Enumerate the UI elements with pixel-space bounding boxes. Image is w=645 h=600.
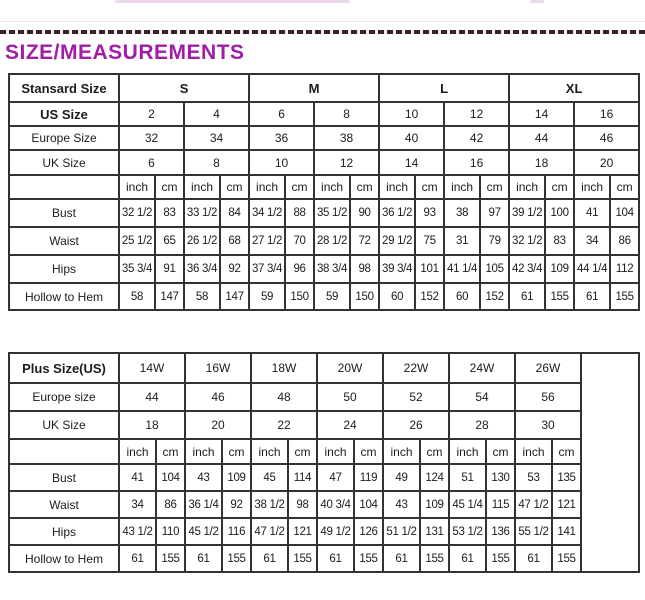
measurement-value-cell: 104 [354,491,383,518]
measurement-value-cell: 47 1/2 [251,518,288,545]
measurement-value-cell: 40 3/4 [317,491,354,518]
measurement-value-cell: 86 [610,227,639,255]
size-value-cell: 18 [509,150,574,175]
corner-label-cell: Stansard Size [9,74,119,102]
size-value-cell: 2 [119,102,184,126]
unit-header-cell: cm [415,175,444,199]
size-value-cell: 18 [119,411,185,439]
measurement-label-cell: Hollow to Hem [9,283,119,310]
measurement-value-cell: 38 1/2 [251,491,288,518]
measurement-value-cell: 92 [220,255,249,283]
measurement-row [9,545,639,572]
measurement-value-cell: 61 [185,545,222,572]
measurement-value-cell: 155 [288,545,317,572]
size-value-cell: 40 [379,126,444,150]
measurement-value-cell: 93 [415,199,444,227]
europe-size-row [9,126,639,150]
size-value-cell: 28 [449,411,515,439]
measurement-value-cell: 31 [444,227,480,255]
size-group-cell: XL [509,74,639,102]
unit-header-cell: cm [480,175,509,199]
measurement-value-cell: 36 1/4 [185,491,222,518]
measurement-value-cell: 98 [288,491,317,518]
page-title: SIZE/MEASUREMENTS [5,41,245,64]
corner-label-cell: Plus Size(US) [9,353,119,383]
unit-header-cell: cm [222,439,251,464]
measurement-value-cell: 109 [420,491,449,518]
measurement-value-cell: 65 [155,227,184,255]
unit-header-cell: cm [156,439,185,464]
measurement-value-cell: 44 1/4 [574,255,610,283]
measurement-value-cell: 75 [415,227,444,255]
measurement-value-cell: 121 [288,518,317,545]
size-value-cell: 6 [119,150,184,175]
measurement-value-cell: 116 [222,518,251,545]
plus-size-row [9,353,639,383]
row-label-cell: US Size [9,102,119,126]
unit-header-row [9,439,639,464]
size-value-cell: 44 [119,383,185,411]
measurement-value-cell: 104 [156,464,185,491]
measurement-value-cell: 155 [545,283,574,310]
size-value-cell: 20 [185,411,251,439]
measurement-row [9,199,639,227]
size-value-cell: 46 [185,383,251,411]
size-value-cell: 16 [444,150,509,175]
measurement-value-cell: 61 [509,283,545,310]
size-value-cell: 12 [444,102,509,126]
measurement-value-cell: 72 [350,227,379,255]
measurement-value-cell: 155 [420,545,449,572]
unit-header-cell: inch [383,439,420,464]
measurement-label-cell: Bust [9,464,119,491]
measurement-value-cell: 26 1/2 [184,227,220,255]
measurement-value-cell: 43 [185,464,222,491]
measurement-value-cell: 36 3/4 [184,255,220,283]
size-value-cell: 56 [515,383,581,411]
measurement-value-cell: 109 [545,255,574,283]
top-edge-artifact [530,0,544,3]
size-value-cell: 24W [449,353,515,383]
measurement-value-cell: 105 [480,255,509,283]
size-value-cell: 4 [184,102,249,126]
measurement-value-cell: 25 1/2 [119,227,155,255]
size-value-cell: 22W [383,353,449,383]
measurement-value-cell: 97 [480,199,509,227]
size-value-cell: 10 [249,150,314,175]
size-value-cell: 38 [314,126,379,150]
unit-header-cell: inch [379,175,415,199]
unit-header-cell: inch [119,439,156,464]
unit-header-cell: inch [314,175,350,199]
size-value-cell: 20 [574,150,639,175]
measurement-label-cell: Waist [9,491,119,518]
measurement-value-cell: 126 [354,518,383,545]
unit-header-cell: inch [184,175,220,199]
measurement-value-cell: 155 [552,545,581,572]
us-size-row [9,102,639,126]
unit-header-cell: cm [420,439,449,464]
measurement-value-cell: 70 [285,227,314,255]
size-value-cell: 20W [317,353,383,383]
measurement-value-cell: 41 [574,199,610,227]
measurement-value-cell: 150 [350,283,379,310]
blank-cell [9,439,119,464]
measurement-value-cell: 58 [119,283,155,310]
measurement-value-cell: 59 [249,283,285,310]
unit-header-cell: cm [486,439,515,464]
measurement-value-cell: 61 [383,545,420,572]
unit-header-row [9,175,639,199]
size-value-cell: 52 [383,383,449,411]
measurement-value-cell: 141 [552,518,581,545]
size-value-cell: 14W [119,353,185,383]
size-value-cell: 30 [515,411,581,439]
measurement-value-cell: 96 [285,255,314,283]
row-label-cell: UK Size [9,411,119,439]
size-value-cell: 22 [251,411,317,439]
measurement-value-cell: 115 [486,491,515,518]
measurement-row [9,227,639,255]
measurement-value-cell: 90 [350,199,379,227]
measurement-value-cell: 34 [574,227,610,255]
measurement-value-cell: 124 [420,464,449,491]
blank-cell [9,175,119,199]
measurement-value-cell: 155 [156,545,185,572]
size-value-cell: 14 [379,150,444,175]
measurement-label-cell: Hips [9,255,119,283]
measurement-value-cell: 79 [480,227,509,255]
measurement-value-cell: 130 [486,464,515,491]
unit-header-cell: cm [155,175,184,199]
measurement-value-cell: 49 [383,464,420,491]
unit-header-cell: inch [249,175,285,199]
measurement-value-cell: 119 [354,464,383,491]
measurement-value-cell: 45 1/4 [449,491,486,518]
top-edge-artifact [115,0,350,3]
measurement-value-cell: 131 [420,518,449,545]
measurement-label-cell: Hollow to Hem [9,545,119,572]
measurement-value-cell: 28 1/2 [314,227,350,255]
empty-cell [581,353,639,572]
measurement-value-cell: 53 1/2 [449,518,486,545]
europe-size-row [9,383,639,411]
size-value-cell: 46 [574,126,639,150]
measurement-value-cell: 61 [251,545,288,572]
measurement-value-cell: 47 1/2 [515,491,552,518]
measurement-label-cell: Hips [9,518,119,545]
measurement-value-cell: 83 [155,199,184,227]
measurement-value-cell: 29 1/2 [379,227,415,255]
dashed-divider [0,30,645,34]
measurement-value-cell: 43 1/2 [119,518,156,545]
measurement-value-cell: 109 [222,464,251,491]
measurement-value-cell: 49 1/2 [317,518,354,545]
size-value-cell: 8 [314,102,379,126]
measurement-value-cell: 38 [444,199,480,227]
size-value-cell: 42 [444,126,509,150]
measurement-value-cell: 32 1/2 [119,199,155,227]
unit-header-cell: inch [449,439,486,464]
size-value-cell: 10 [379,102,444,126]
measurement-value-cell: 121 [552,491,581,518]
unit-header-cell: cm [545,175,574,199]
unit-header-cell: cm [285,175,314,199]
measurement-value-cell: 61 [317,545,354,572]
measurement-value-cell: 41 [119,464,156,491]
measurement-value-cell: 58 [184,283,220,310]
size-value-cell: 26W [515,353,581,383]
measurement-value-cell: 92 [222,491,251,518]
measurement-value-cell: 37 3/4 [249,255,285,283]
faint-separator-line [0,21,645,22]
uk-size-row [9,150,639,175]
measurement-label-cell: Waist [9,227,119,255]
measurement-label-cell: Bust [9,199,119,227]
measurement-row [9,518,639,545]
measurement-value-cell: 43 [383,491,420,518]
measurement-row [9,283,639,310]
row-label-cell: Europe size [9,383,119,411]
measurement-value-cell: 152 [480,283,509,310]
size-value-cell: 34 [184,126,249,150]
measurement-value-cell: 68 [220,227,249,255]
measurement-value-cell: 88 [285,199,314,227]
measurement-value-cell: 51 1/2 [383,518,420,545]
unit-header-cell: inch [574,175,610,199]
measurement-value-cell: 38 3/4 [314,255,350,283]
measurement-value-cell: 61 [119,545,156,572]
unit-header-cell: inch [509,175,545,199]
measurement-value-cell: 112 [610,255,639,283]
size-value-cell: 32 [119,126,184,150]
size-group-cell: L [379,74,509,102]
measurement-value-cell: 42 3/4 [509,255,545,283]
measurement-value-cell: 91 [155,255,184,283]
measurement-value-cell: 61 [574,283,610,310]
measurement-value-cell: 39 3/4 [379,255,415,283]
unit-header-cell: inch [251,439,288,464]
unit-header-cell: cm [220,175,249,199]
size-value-cell: 36 [249,126,314,150]
unit-header-cell: cm [610,175,639,199]
size-value-cell: 50 [317,383,383,411]
measurement-value-cell: 152 [415,283,444,310]
unit-header-cell: cm [354,439,383,464]
measurement-value-cell: 41 1/4 [444,255,480,283]
measurement-value-cell: 136 [486,518,515,545]
size-value-cell: 24 [317,411,383,439]
measurement-value-cell: 104 [610,199,639,227]
measurement-value-cell: 35 3/4 [119,255,155,283]
unit-header-cell: inch [119,175,155,199]
measurement-value-cell: 51 [449,464,486,491]
measurement-value-cell: 45 [251,464,288,491]
measurement-value-cell: 155 [486,545,515,572]
unit-header-cell: cm [288,439,317,464]
measurement-value-cell: 34 1/2 [249,199,285,227]
standard-size-table [8,73,640,311]
measurement-value-cell: 135 [552,464,581,491]
measurement-value-cell: 60 [379,283,415,310]
measurement-value-cell: 35 1/2 [314,199,350,227]
size-value-cell: 8 [184,150,249,175]
measurement-value-cell: 32 1/2 [509,227,545,255]
measurement-value-cell: 59 [314,283,350,310]
unit-header-cell: cm [350,175,379,199]
size-value-cell: 48 [251,383,317,411]
measurement-value-cell: 155 [610,283,639,310]
unit-header-cell: inch [317,439,354,464]
measurement-value-cell: 98 [350,255,379,283]
size-value-cell: 6 [249,102,314,126]
measurement-value-cell: 155 [222,545,251,572]
measurement-value-cell: 34 [119,491,156,518]
size-value-cell: 44 [509,126,574,150]
size-value-cell: 16 [574,102,639,126]
measurement-value-cell: 100 [545,199,574,227]
measurement-row [9,491,639,518]
uk-size-row [9,411,639,439]
size-value-cell: 26 [383,411,449,439]
measurement-value-cell: 47 [317,464,354,491]
measurement-value-cell: 55 1/2 [515,518,552,545]
unit-header-cell: cm [552,439,581,464]
measurement-row [9,464,639,491]
measurement-row [9,255,639,283]
size-value-cell: 14 [509,102,574,126]
row-label-cell: Europe Size [9,126,119,150]
size-group-cell: M [249,74,379,102]
measurement-value-cell: 53 [515,464,552,491]
measurement-value-cell: 33 1/2 [184,199,220,227]
measurement-value-cell: 147 [155,283,184,310]
measurement-value-cell: 45 1/2 [185,518,222,545]
measurement-value-cell: 61 [449,545,486,572]
size-group-row [9,74,639,102]
measurement-value-cell: 101 [415,255,444,283]
unit-header-cell: inch [515,439,552,464]
measurement-value-cell: 150 [285,283,314,310]
measurement-value-cell: 27 1/2 [249,227,285,255]
size-group-cell: S [119,74,249,102]
measurement-value-cell: 84 [220,199,249,227]
measurement-value-cell: 60 [444,283,480,310]
plus-size-table [8,352,640,573]
measurement-value-cell: 36 1/2 [379,199,415,227]
measurement-value-cell: 110 [156,518,185,545]
measurement-value-cell: 61 [515,545,552,572]
measurement-value-cell: 83 [545,227,574,255]
measurement-value-cell: 114 [288,464,317,491]
unit-header-cell: inch [185,439,222,464]
row-label-cell: UK Size [9,150,119,175]
unit-header-cell: inch [444,175,480,199]
size-value-cell: 12 [314,150,379,175]
size-value-cell: 54 [449,383,515,411]
measurement-value-cell: 155 [354,545,383,572]
measurement-value-cell: 86 [156,491,185,518]
measurement-value-cell: 147 [220,283,249,310]
measurement-value-cell: 39 1/2 [509,199,545,227]
size-value-cell: 16W [185,353,251,383]
size-value-cell: 18W [251,353,317,383]
